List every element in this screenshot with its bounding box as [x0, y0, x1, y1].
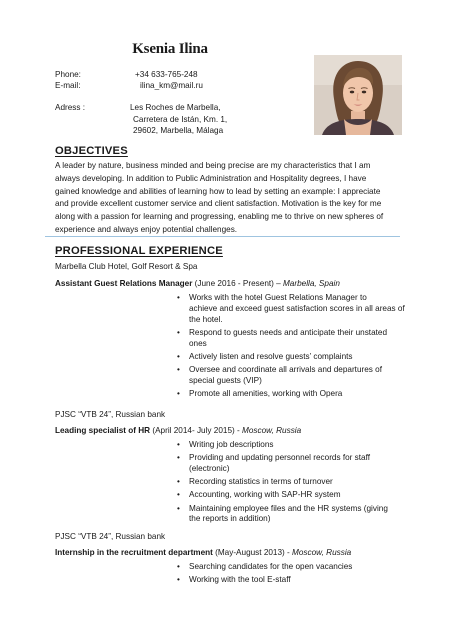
duty-item: • Maintaining employee files and the HR systems (giving the reports in addition) — [177, 503, 388, 524]
duty-item: • Actively listen and resolve guests’ complaints — [177, 351, 353, 361]
profile-photo — [314, 55, 402, 135]
job-2-company: PJSC “VTB 24”, Russian bank — [55, 410, 166, 419]
email-value: ilina_km@mail.ru — [140, 81, 203, 90]
phone-value: +34 633-765-248 — [135, 70, 198, 79]
bullet-icon: • — [177, 293, 180, 302]
bullet-icon: • — [177, 490, 180, 500]
bullet-icon: • — [177, 327, 180, 337]
job-1-title-line — [55, 278, 340, 289]
address-line-3: 29602, Marbella, Málaga — [133, 126, 224, 135]
job-2-position: Leading specialist of HR — [55, 426, 151, 435]
objectives-line: always developing. In addition to Public Administration and Hospitality degrees, I have — [55, 173, 367, 183]
duty-item: • Writing job descriptions — [177, 440, 274, 449]
duty-item: • Oversee and coordinate all arrivals and departures of special guests (VIP) — [177, 364, 382, 385]
objectives-line: and provide excellent customer service and client satisfaction. Motivation is the key for me — [55, 199, 382, 209]
duty-item: • Searching candidates for the open vacancies — [177, 562, 353, 571]
job-1-company: Marbella Club Hotel, Golf Resort & Spa — [55, 262, 198, 271]
job-3-company: PJSC “VTB 24”, Russian bank — [55, 532, 166, 541]
bullet-icon: • — [177, 351, 180, 361]
objectives-line: A leader by nature, business minded and being precise are my characteristics that I am — [55, 161, 371, 170]
duty-item: • Accounting, working with SAP-HR system — [177, 490, 341, 500]
job-1-period: (June 2016 - Present) – — [192, 279, 283, 288]
job-2-location: Moscow, Russia — [242, 426, 302, 435]
job-2-title-line — [55, 425, 301, 436]
objectives-line: along with a passion for learning and progressing, enabling me to thrive on new spheres of — [55, 212, 384, 222]
address-line-2: Carretera de Istán, Km. 1, — [133, 115, 228, 124]
bullet-icon: • — [177, 562, 180, 571]
duty-item: • Working with the tool E-staff — [177, 575, 291, 585]
section-divider — [45, 236, 400, 237]
job-1-duties — [177, 293, 407, 402]
address-line-1: Les Roches de Marbella, — [130, 103, 221, 112]
candidate-name: Ksenia Ilina — [132, 41, 208, 57]
objectives-line: gained knowledge and abilities of learning how to lead by setting an example: I appreciate — [55, 186, 381, 196]
job-2-period: (April 2014- July 2015) - — [150, 426, 243, 435]
bullet-icon: • — [177, 477, 180, 487]
bullet-icon: • — [177, 440, 180, 449]
job-3-duties — [177, 562, 407, 588]
duty-item: • Providing and updating personnel records for staff (electronic) — [177, 453, 370, 473]
job-3-title-line — [55, 547, 351, 558]
bullet-icon: • — [177, 575, 180, 585]
bullet-icon: • — [177, 503, 180, 513]
experience-heading: PROFESSIONAL EXPERIENCE — [55, 245, 223, 257]
duty-item: • Works with the hotel Guest Relations Manager to achieve and exceed guest satisfaction scores in all areas of the hotel. — [177, 293, 405, 324]
objectives-paragraph — [55, 160, 395, 237]
objectives-heading: OBJECTIVES — [55, 145, 128, 157]
duty-item: • Promote all amenities, working with Opera — [177, 388, 343, 398]
email-label: E-mail: — [55, 81, 81, 90]
job-3-location: Moscow, Russia — [292, 548, 352, 557]
bullet-icon: • — [177, 453, 180, 463]
job-1-location: Marbella, Spain — [282, 279, 340, 288]
duty-item: • Recording statistics in terms of turnover — [177, 477, 333, 487]
bullet-icon: • — [177, 388, 180, 398]
objectives-line: experience and always enjoy potential challenges. — [55, 224, 238, 234]
duty-item: • Respond to guests needs and anticipate their unstated ones — [177, 327, 388, 348]
bullet-icon: • — [177, 364, 180, 374]
job-1-position: Assistant Guest Relations Manager — [55, 279, 193, 288]
phone-label: Phone: — [55, 70, 81, 79]
job-2-duties — [177, 440, 407, 528]
job-3-period: (May-August 2013) - — [212, 548, 293, 557]
job-3-position: Internship in the recruitment department — [55, 548, 213, 557]
address-label: Adress : — [55, 103, 86, 112]
